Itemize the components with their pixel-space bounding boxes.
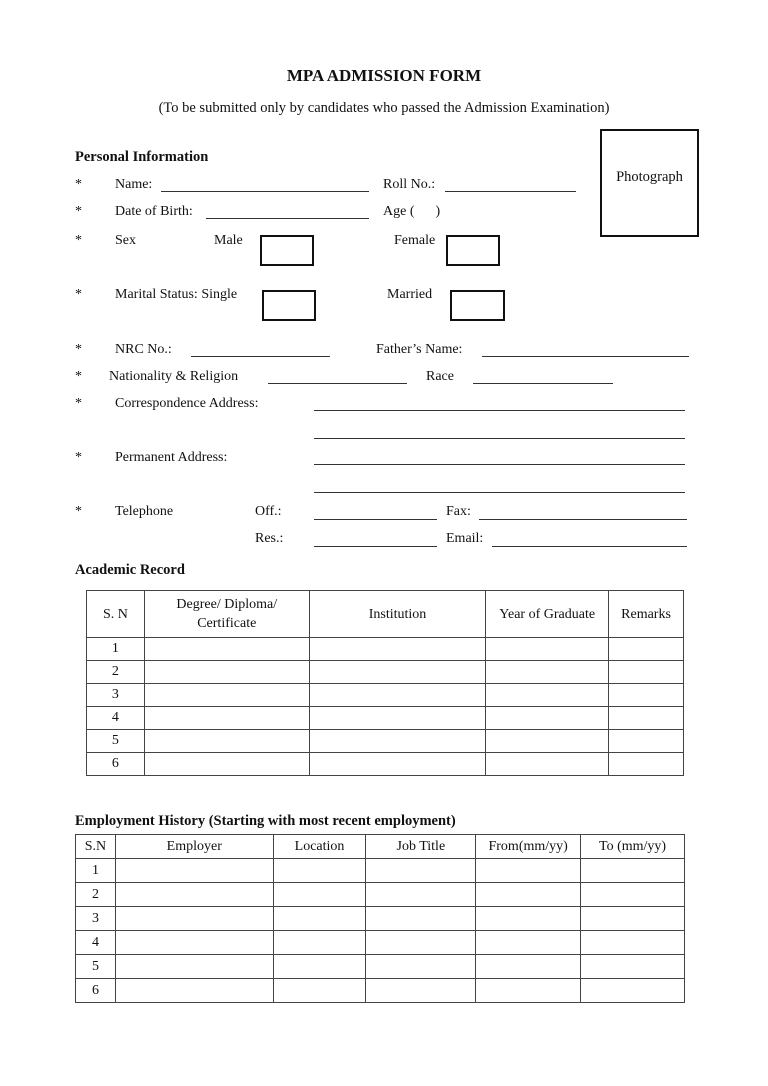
table-cell[interactable] <box>581 931 685 955</box>
table-cell[interactable] <box>476 883 581 907</box>
table-cell[interactable] <box>144 707 309 730</box>
table-cell[interactable] <box>609 707 684 730</box>
table-cell[interactable] <box>476 979 581 1003</box>
bullet: * <box>75 396 82 411</box>
table-cell[interactable] <box>144 753 309 776</box>
fax-label: Fax: <box>446 504 471 519</box>
table-row <box>87 707 684 730</box>
table-cell[interactable] <box>609 753 684 776</box>
table-cell[interactable] <box>581 907 685 931</box>
roll-no-field[interactable] <box>445 191 576 192</box>
nrc-label: NRC No.: <box>115 342 172 357</box>
permanent-address-line-2[interactable] <box>314 492 685 493</box>
table-cell[interactable] <box>273 859 366 883</box>
correspondence-address-line-1[interactable] <box>314 410 685 411</box>
race-label: Race <box>426 369 454 384</box>
age-label: Age ( ) <box>383 204 441 219</box>
married-checkbox[interactable] <box>450 290 505 321</box>
fax-field[interactable] <box>479 519 687 520</box>
table-cell[interactable] <box>309 707 486 730</box>
table-cell[interactable] <box>366 979 476 1003</box>
table-cell[interactable] <box>581 979 685 1003</box>
table-cell[interactable] <box>476 907 581 931</box>
table-cell[interactable] <box>144 661 309 684</box>
name-label: Name: <box>115 177 153 192</box>
table-cell[interactable] <box>115 931 273 955</box>
academic-record-heading: Academic Record <box>75 562 185 578</box>
row-number: 5 <box>76 955 116 979</box>
row-number: 1 <box>87 638 145 661</box>
table-row <box>87 730 684 753</box>
bullet: * <box>75 233 82 248</box>
table-cell[interactable] <box>144 730 309 753</box>
header-sn: S. N <box>87 591 145 638</box>
header-location: Location <box>273 835 366 859</box>
bullet: * <box>75 369 82 384</box>
table-row <box>87 661 684 684</box>
table-cell[interactable] <box>581 955 685 979</box>
table-cell[interactable] <box>366 883 476 907</box>
dob-label: Date of Birth: <box>115 204 193 219</box>
table-row <box>87 753 684 776</box>
header-institution: Institution <box>309 591 486 638</box>
table-cell[interactable] <box>309 753 486 776</box>
table-row <box>76 979 685 1003</box>
table-cell[interactable] <box>609 684 684 707</box>
table-header-row <box>76 835 685 859</box>
photograph-label: Photograph <box>616 169 683 185</box>
row-number: 4 <box>76 931 116 955</box>
header-remarks: Remarks <box>609 591 684 638</box>
table-cell[interactable] <box>609 638 684 661</box>
row-number: 3 <box>76 907 116 931</box>
email-label: Email: <box>446 531 484 546</box>
row-number: 2 <box>76 883 116 907</box>
table-row <box>76 955 685 979</box>
header-sn: S.N <box>76 835 116 859</box>
residence-phone-label: Res.: <box>255 531 284 546</box>
office-phone-field[interactable] <box>314 519 437 520</box>
bullet: * <box>75 177 82 192</box>
photograph-box[interactable] <box>600 129 699 237</box>
name-field[interactable] <box>161 191 369 192</box>
married-label: Married <box>387 287 433 302</box>
table-cell[interactable] <box>476 859 581 883</box>
female-label: Female <box>394 233 436 248</box>
table-cell[interactable] <box>486 638 609 661</box>
table-cell[interactable] <box>366 859 476 883</box>
employment-history-heading: Employment History (Starting with most recent employment) <box>75 813 456 829</box>
bullet: * <box>75 342 82 357</box>
table-cell[interactable] <box>581 859 685 883</box>
table-header-row <box>87 591 684 638</box>
table-row <box>76 883 685 907</box>
header-degree: Degree/ Diploma/ Certificate <box>144 591 309 638</box>
table-cell[interactable] <box>476 931 581 955</box>
male-checkbox[interactable] <box>260 235 314 266</box>
telephone-label: Telephone <box>115 504 174 519</box>
table-cell[interactable] <box>115 907 273 931</box>
table-cell[interactable] <box>273 979 366 1003</box>
permanent-address-line-1[interactable] <box>314 464 685 465</box>
row-number: 6 <box>87 753 145 776</box>
marital-status-label: Marital Status: Single <box>115 287 238 302</box>
male-label: Male <box>214 233 243 248</box>
table-cell[interactable] <box>476 955 581 979</box>
correspondence-address-line-2[interactable] <box>314 438 685 439</box>
form-title: MPA ADMISSION FORM <box>286 66 482 85</box>
table-cell[interactable] <box>144 638 309 661</box>
table-cell[interactable] <box>366 955 476 979</box>
row-number: 4 <box>87 707 145 730</box>
bullet: * <box>75 504 82 519</box>
table-cell[interactable] <box>115 979 273 1003</box>
bullet: * <box>75 204 82 219</box>
header-to: To (mm/yy) <box>581 835 685 859</box>
residence-phone-field[interactable] <box>314 546 437 547</box>
table-cell[interactable] <box>273 931 366 955</box>
table-cell[interactable] <box>309 638 486 661</box>
table-cell[interactable] <box>609 661 684 684</box>
female-checkbox[interactable] <box>446 235 500 266</box>
header-job-title: Job Title <box>366 835 476 859</box>
table-cell[interactable] <box>273 955 366 979</box>
academic-record-table <box>86 590 684 776</box>
employment-history-table <box>75 834 685 1003</box>
email-field[interactable] <box>492 546 687 547</box>
nrc-field[interactable] <box>191 356 330 357</box>
table-cell[interactable] <box>115 859 273 883</box>
row-number: 1 <box>76 859 116 883</box>
table-row <box>87 638 684 661</box>
roll-no-label: Roll No.: <box>383 177 436 192</box>
row-number: 5 <box>87 730 145 753</box>
table-cell[interactable] <box>486 730 609 753</box>
table-cell[interactable] <box>486 707 609 730</box>
table-cell[interactable] <box>309 661 486 684</box>
sex-label: Sex <box>115 233 136 248</box>
table-cell[interactable] <box>273 907 366 931</box>
table-cell[interactable] <box>115 955 273 979</box>
race-field[interactable] <box>473 383 613 384</box>
table-cell[interactable] <box>366 931 476 955</box>
header-employer: Employer <box>115 835 273 859</box>
row-number: 2 <box>87 661 145 684</box>
table-cell[interactable] <box>309 684 486 707</box>
dob-field[interactable] <box>206 218 369 219</box>
table-cell[interactable] <box>115 883 273 907</box>
form-subtitle: (To be submitted only by candidates who passed the Admission Examination) <box>158 100 610 116</box>
table-row <box>76 907 685 931</box>
permanent-address-label: Permanent Address: <box>115 450 228 465</box>
table-row <box>76 859 685 883</box>
header-year: Year of Graduate <box>486 591 609 638</box>
table-cell[interactable] <box>486 661 609 684</box>
office-phone-label: Off.: <box>255 504 282 519</box>
table-cell[interactable] <box>486 753 609 776</box>
single-checkbox[interactable] <box>262 290 316 321</box>
table-cell[interactable] <box>273 883 366 907</box>
table-cell[interactable] <box>609 730 684 753</box>
row-number: 3 <box>87 684 145 707</box>
father-name-field[interactable] <box>482 356 689 357</box>
table-cell[interactable] <box>366 907 476 931</box>
table-cell[interactable] <box>486 684 609 707</box>
father-name-label: Father’s Name: <box>376 342 463 357</box>
nationality-religion-label: Nationality & Religion <box>109 369 239 384</box>
table-row <box>76 931 685 955</box>
table-cell[interactable] <box>309 730 486 753</box>
correspondence-address-label: Correspondence Address: <box>115 396 259 411</box>
table-cell[interactable] <box>144 684 309 707</box>
bullet: * <box>75 287 82 302</box>
row-number: 6 <box>76 979 116 1003</box>
bullet: * <box>75 450 82 465</box>
header-from: From(mm/yy) <box>476 835 581 859</box>
table-row <box>87 684 684 707</box>
table-cell[interactable] <box>581 883 685 907</box>
personal-info-heading: Personal Information <box>75 149 209 165</box>
nationality-religion-field[interactable] <box>268 383 407 384</box>
